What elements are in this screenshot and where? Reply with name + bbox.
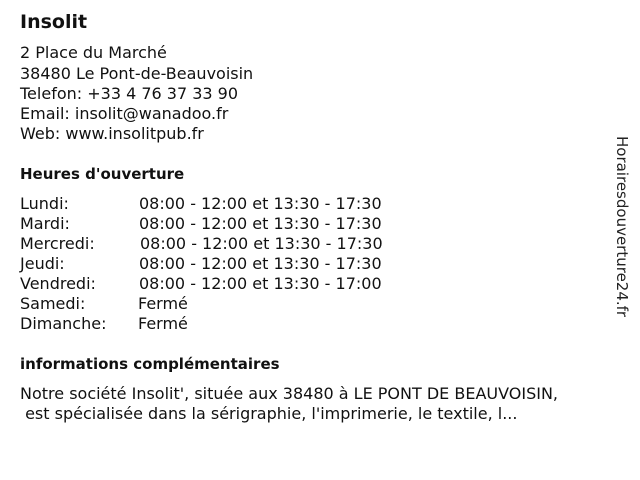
day-hours: 08:00 - 12:00 et 13:30 - 17:30 (139, 214, 382, 233)
day-hours: 08:00 - 12:00 et 13:30 - 17:30 (139, 254, 382, 273)
day-label: Dimanche: (20, 314, 107, 333)
day-hours: Fermé (138, 314, 188, 333)
day-hours: Fermé (138, 294, 188, 313)
day-label: Lundi: (20, 194, 69, 213)
opening-hours-heading: Heures d'ouverture (20, 165, 185, 183)
day-label: Vendredi: (20, 274, 96, 293)
email-line: Email: insolit@wanadoo.fr (20, 104, 229, 123)
day-label: Mardi: (20, 214, 70, 233)
phone-line: Telefon: +33 4 76 37 33 90 (20, 84, 239, 103)
description-line-1: Notre société Insolit', située aux 38480 à LE PONT DE BEAUVOISIN, (20, 384, 559, 403)
description-line-2: est spécialisée dans la sérigraphie, l'imprimerie, le textile, l... (20, 404, 518, 423)
address-line-1: 2 Place du Marché (20, 43, 167, 62)
business-name: Insolit (20, 11, 88, 33)
day-hours: 08:00 - 12:00 et 13:30 - 17:00 (139, 274, 382, 293)
address-line-2: 38480 Le Pont-de-Beauvoisin (20, 64, 254, 83)
day-label: Samedi: (20, 294, 86, 313)
site-watermark-label: Horairesdouverture24.fr (613, 136, 631, 318)
day-label: Mercredi: (20, 234, 95, 253)
day-hours: 08:00 - 12:00 et 13:30 - 17:30 (140, 234, 383, 253)
day-label: Jeudi: (20, 254, 65, 273)
additional-info-heading: informations complémentaires (20, 355, 280, 373)
day-hours: 08:00 - 12:00 et 13:30 - 17:30 (139, 194, 382, 213)
web-line: Web: www.insolitpub.fr (20, 124, 204, 143)
